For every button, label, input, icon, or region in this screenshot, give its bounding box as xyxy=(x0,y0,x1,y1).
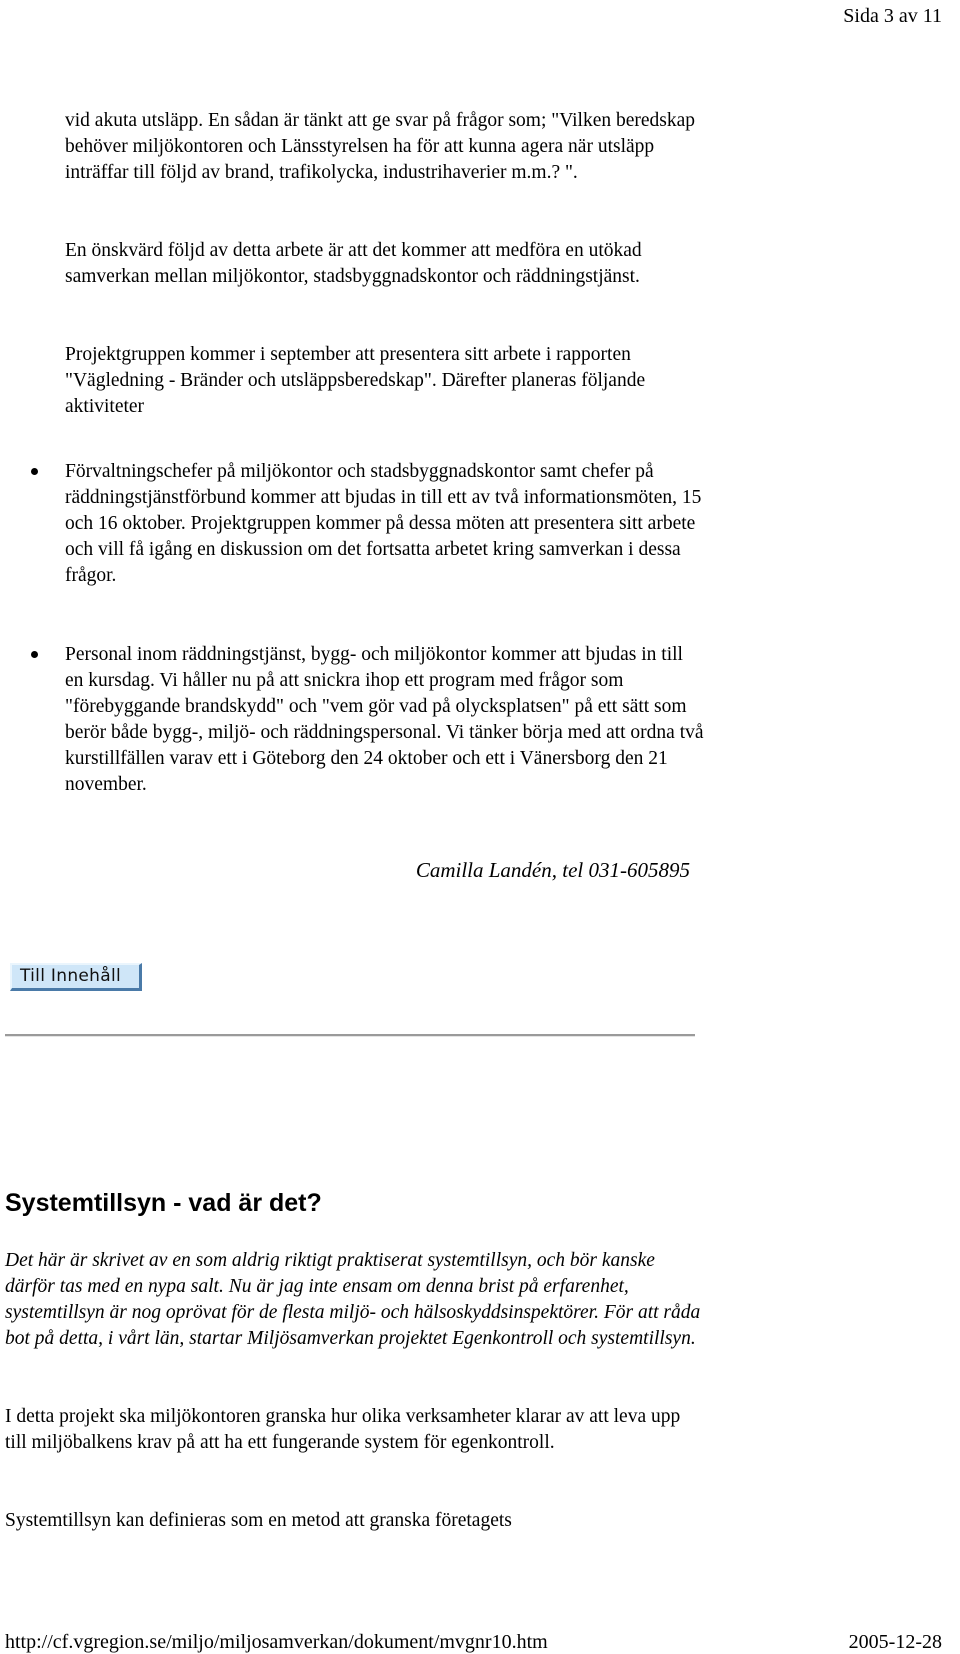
footer-date: 2005-12-28 xyxy=(848,1631,942,1653)
section-paragraph-1 xyxy=(5,1404,705,1456)
intro-text-3: Projektgruppen kommer i september att presentera sitt arbete i rapporten "Vägledning - Bränder och utsläppsberedskap". Därefter planeras följande aktiviteter xyxy=(65,344,646,417)
section-paragraph-1-text: I detta projekt ska miljökontoren granska hur olika verksamheter klarar av att leva upp till miljöbalkens krav på att ha ett fungerande system för egenkontroll. xyxy=(5,1406,681,1453)
intro-paragraph-3 xyxy=(65,342,705,420)
bullet-icon xyxy=(31,468,38,475)
intro-paragraph-1 xyxy=(65,108,705,186)
list-item-text: Förvaltningschefer på miljökontor och stadsbyggnadskontor samt chefer på räddningstjänstförbund kommer att bjudas in till ett av två informationsmöten, 15 och 16 oktober. Projektgruppen kommer på dessa möten att presentera sitt arbete och vill få igång en diskussion om det fortsatta arbetet kring samverkan i dessa frågor. xyxy=(65,461,702,586)
section-intro-text: Det här är skrivet av en som aldrig riktigt praktiserat systemtillsyn, och bör kanske därför tas med en nypa salt. Nu är jag inte ensam om denna brist på erfarenhet, systemtillsyn är nog oprövat för de flesta miljö- och hälsoskyddsinspektörer. För att råda bot på detta, i vårt län, startar Miljösamverkan projektet Egenkontroll och systemtillsyn. xyxy=(5,1250,701,1349)
section-intro xyxy=(5,1248,705,1352)
section-paragraph-2 xyxy=(5,1508,705,1534)
list-item-text: Personal inom räddningstjänst, bygg- och miljökontor kommer att bjudas in till en kursdag. Vi håller nu på att snickra ihop ett program med frågor som "förebyggande brandskydd" och "vem gör vad på olycksplatsen" på ett sätt som berör både bygg-, miljö- och räddningspersonal. Vi tänker börja med att ordna två kurstillfällen varav ett i Göteborg den 24 oktober och ett i Vänersborg den 21 november. xyxy=(65,644,704,795)
divider xyxy=(5,1034,695,1037)
table-of-contents-button[interactable]: Till Innehåll xyxy=(10,963,142,991)
list-item xyxy=(65,642,705,798)
footer-url: http://cf.vgregion.se/miljo/miljosamverkan/dokument/mvgnr10.htm xyxy=(5,1631,548,1653)
section-paragraph-2-text: Systemtillsyn kan definieras som en metod att granska företagets xyxy=(5,1510,512,1531)
signature: Camilla Landén, tel 031-605895 xyxy=(415,858,690,882)
bullet-icon xyxy=(31,651,38,658)
intro-paragraph-2 xyxy=(65,238,705,290)
intro-text-2: En önskvärd följd av detta arbete är att det kommer att medföra en utökad samverkan mellan miljökontor, stadsbyggnadskontor och räddningstjänst. xyxy=(65,240,642,287)
section-heading: Systemtillsyn - vad är det? xyxy=(5,1189,322,1217)
page-number: Sida 3 av 11 xyxy=(843,5,942,27)
list-item xyxy=(65,459,705,589)
intro-text-1: vid akuta utsläpp. En sådan är tänkt att ge svar på frågor som; "Vilken beredskap behöver miljökontoren och Länsstyrelsen ha för att kunna agera när utsläpp inträffar till följd av brand, trafikolycka, industrihaverier m.m.? ". xyxy=(65,110,696,183)
